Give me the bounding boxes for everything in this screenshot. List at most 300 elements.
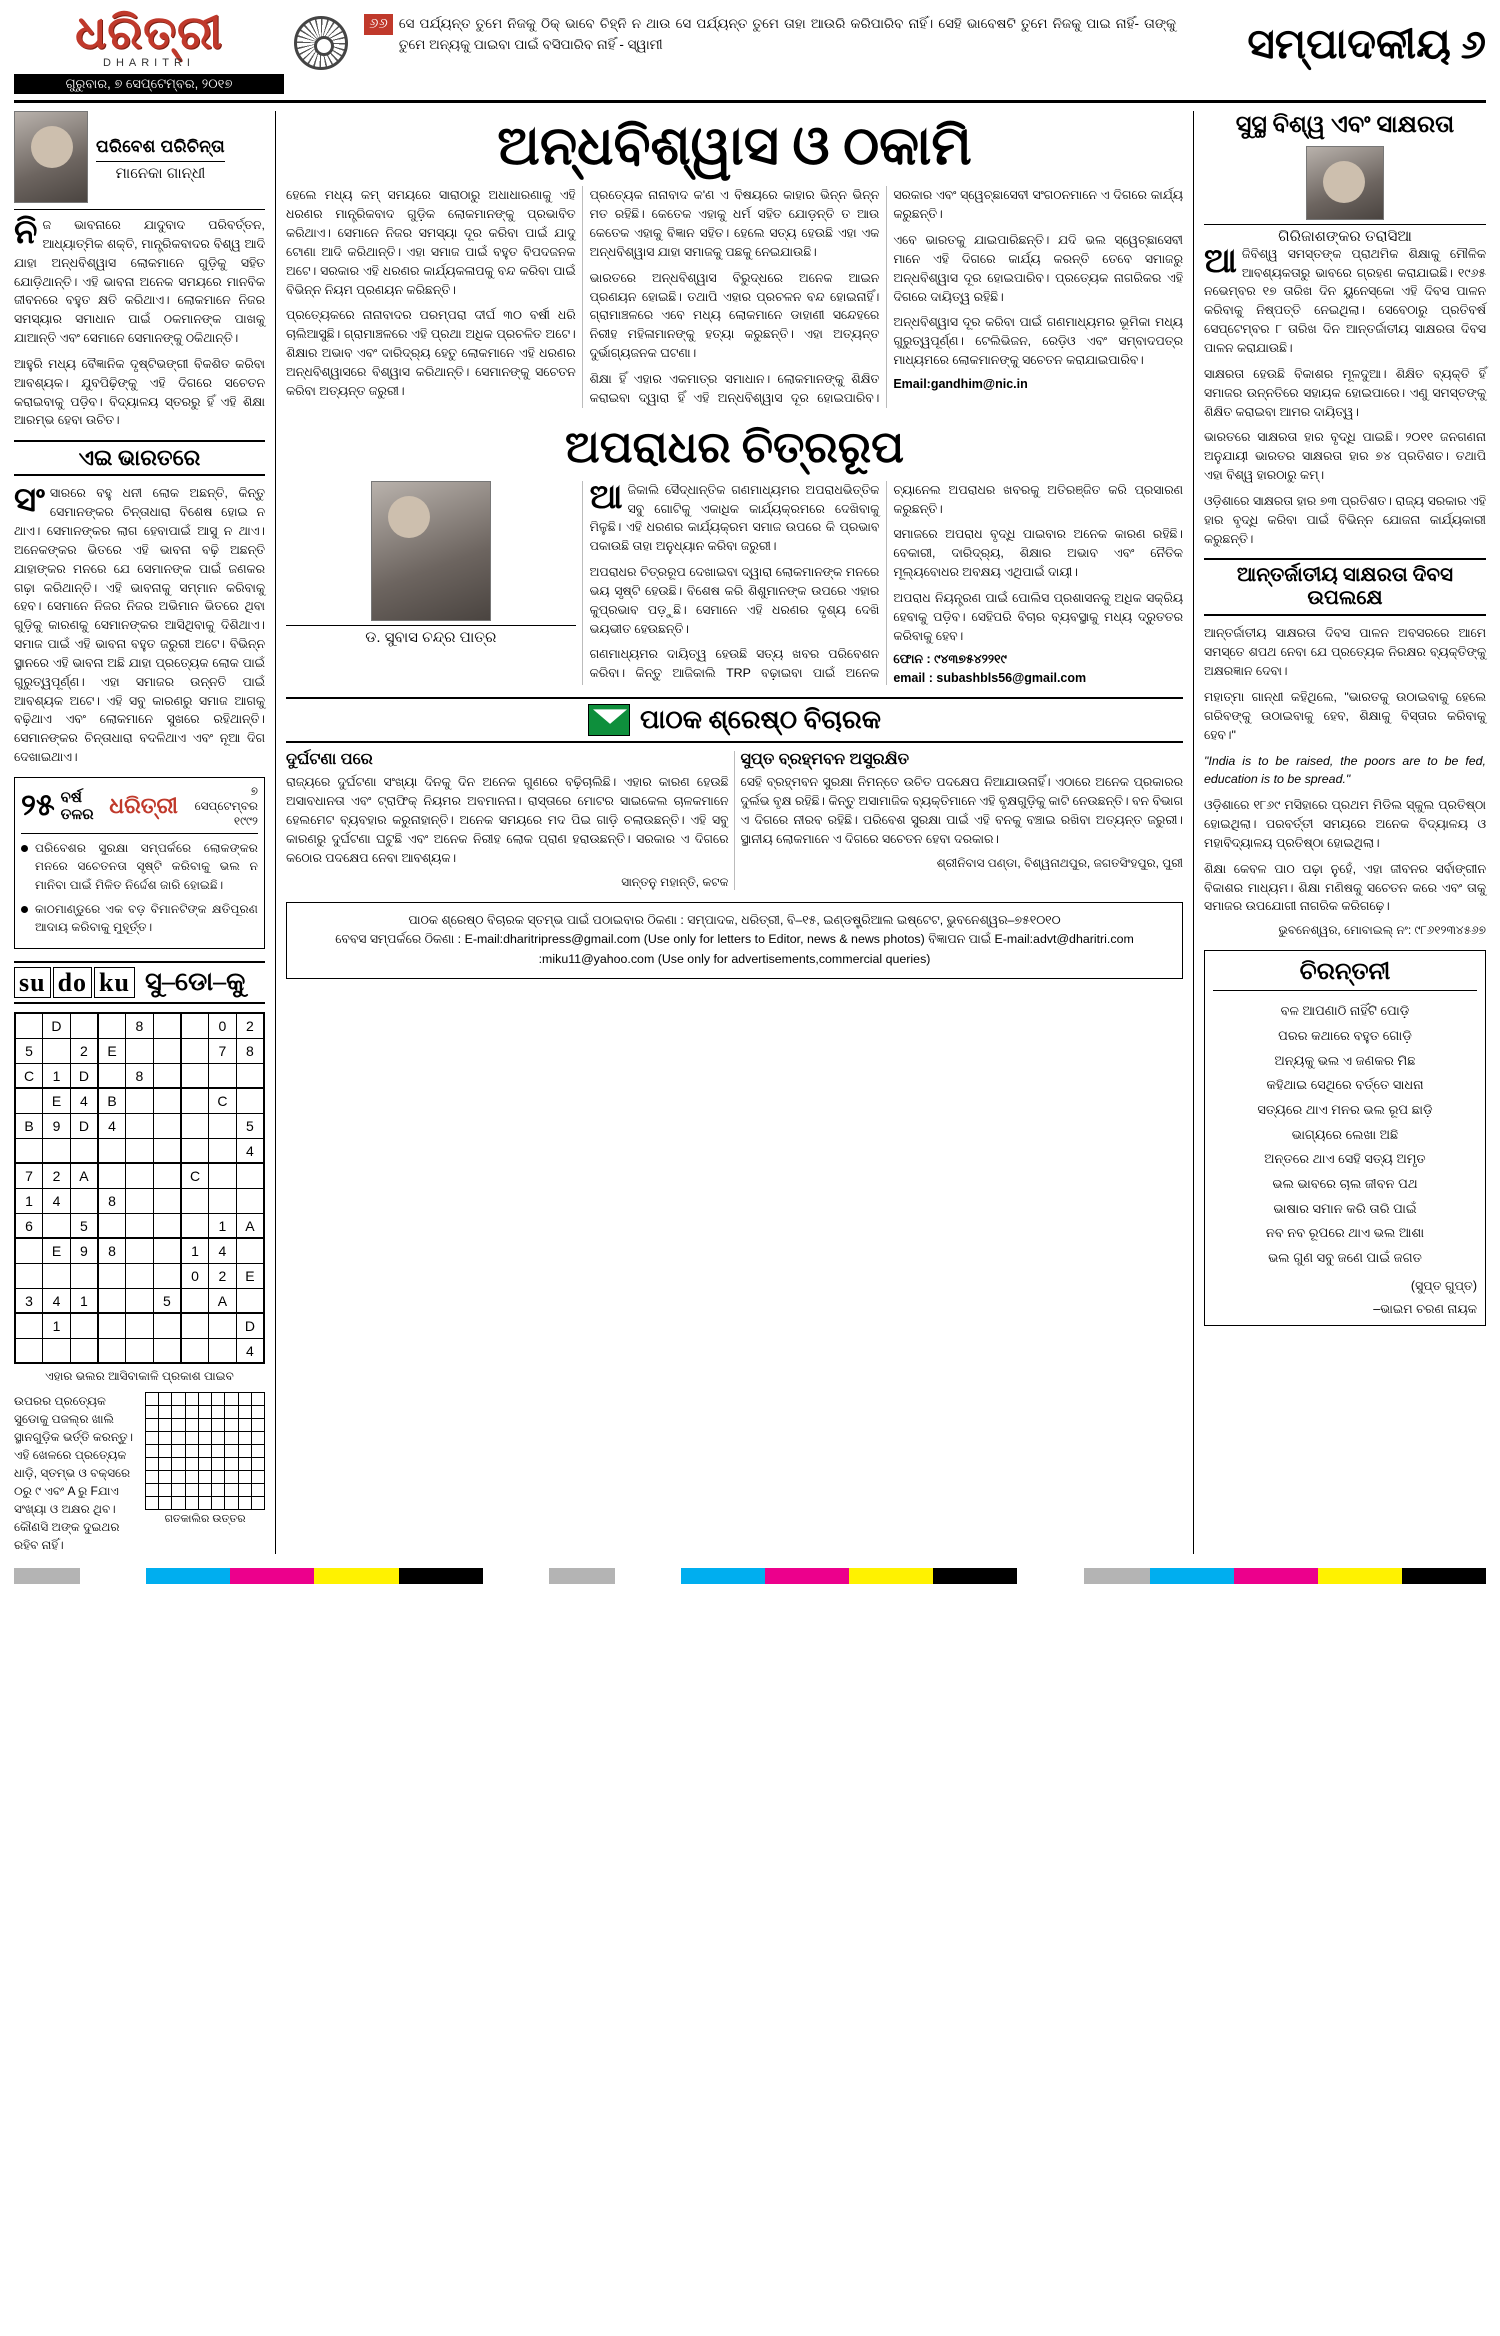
sudoku-cell[interactable]: E xyxy=(98,1038,126,1063)
sudoku-cell[interactable] xyxy=(153,1188,181,1213)
author-meta xyxy=(96,111,225,182)
registration-cyan xyxy=(146,1568,230,1584)
sudoku-cell[interactable] xyxy=(98,1263,126,1288)
sudoku-cell[interactable] xyxy=(153,1063,181,1088)
sudoku-answer-cell xyxy=(238,1471,251,1484)
sudoku-answer-row xyxy=(146,1497,265,1510)
masthead-quote xyxy=(364,10,1186,94)
chirantani-line: ଭାଗ୍ୟରେ ଲେଖା ଅଛି xyxy=(1291,1126,1399,1142)
sudoku-cell[interactable] xyxy=(70,1338,98,1363)
registration-white xyxy=(615,1568,681,1584)
sudoku-answer-row xyxy=(146,1419,265,1432)
sudoku-cell[interactable]: 5 xyxy=(15,1038,43,1063)
sudoku-cell[interactable] xyxy=(209,1163,237,1188)
sudoku-cell[interactable] xyxy=(126,1288,154,1313)
chirantani-lines xyxy=(1213,999,1477,1271)
letters-section-header xyxy=(286,697,1183,743)
sudoku-cell[interactable] xyxy=(181,1038,209,1063)
letter-item xyxy=(741,751,1184,870)
letters-body xyxy=(286,751,1183,889)
sudoku-cell[interactable] xyxy=(153,1138,181,1163)
sudoku-cell[interactable]: 1 xyxy=(43,1313,71,1338)
chirantani-line: ଭାଷାର ସମାନ କରି ତାରି ପାଇଁ xyxy=(1273,1200,1417,1216)
registration-black xyxy=(1402,1568,1486,1584)
sudoku-answer-cell xyxy=(198,1445,211,1458)
article-paragraph: ଗଣମାଧ୍ୟମର ଦାୟିତ୍ୱ ହେଉଛି ସତ୍ୟ ଖବର ପରିବେଶନ କରିବା। କିନ୍ତୁ ଆଜିକାଲି TRP ବଢ଼ାଇବା ପାଇଁ ଅନେକ ଚ୍ୟାନେଲ ଅପରାଧର ଖବରକୁ ଅତିରଞ୍ଜିତ କରି ପ୍ରସାରଣ କରୁଛନ୍ତି। xyxy=(589,482,1183,681)
author-name: ମାନେକା ଗାନ୍ଧୀ xyxy=(96,161,225,182)
sudoku-answer-cell xyxy=(198,1432,211,1445)
english-quote: "India is to be raised, the poors are to be fed, education is to be spread." xyxy=(1204,753,1486,787)
sudoku-cell[interactable] xyxy=(236,1238,264,1263)
sudoku-row xyxy=(15,1163,264,1188)
sudoku-cell[interactable] xyxy=(181,1113,209,1138)
registration-black xyxy=(933,1568,1017,1584)
letter-signature: ଶ୍ରୀନିବାସ ପଣ୍ଡା, ବିଶ୍ୱନାଥପୁର, ଜଗତସିଂହପୁର, ପୁରୀ xyxy=(936,855,1183,870)
sudoku-cell[interactable] xyxy=(98,1063,126,1088)
article-paragraph: ଆଜିକାଲି ସୈଦ୍ଧାନ୍ତିକ ଗଣମାଧ୍ୟମର ଅପରାଧଭିତ୍ତିକ ସବୁ ଗୋଟିକୁ ଏକାଧିକ କାର୍ଯ୍ୟକ୍ରମରେ ଦେଖିବାକୁ ମିଳୁଛି। ଏହି ଧରଣର କାର୍ଯ୍ୟକ୍ରମ ସମାଜ ଉପରେ କି ପ୍ରଭାବ ପକାଉଛି ତାହା ଅନୁଧ୍ୟାନ କରିବା ଜରୁରୀ। xyxy=(589,478,880,554)
column-name: ପରିବେଶ ପରିଚିନ୍ତା xyxy=(96,137,226,156)
sudoku-answer-cell xyxy=(172,1471,185,1484)
sudoku-cell[interactable]: 8 xyxy=(126,1063,154,1088)
article-paragraph: ଅପରାଧ ନିୟନ୍ତ୍ରଣ ପାଇଁ ପୋଲିସ ପ୍ରଶାସନକୁ ଅଧିକ ସକ୍ରିୟ ହେବାକୁ ପଡ଼ିବ। ସେହିପରି ବିଚାର ବ୍ୟବସ୍ଥାକୁ ମଧ୍ୟ ଦ୍ରୁତତର କରିବାକୁ ହେବ। xyxy=(893,590,1183,643)
contact-info-box xyxy=(286,902,1183,980)
sudoku-cell[interactable] xyxy=(98,1313,126,1338)
sudoku-row xyxy=(15,1063,264,1088)
sudoku-cell[interactable] xyxy=(98,1163,126,1188)
sudoku-cell[interactable] xyxy=(209,1138,237,1163)
sudoku-cell[interactable]: E xyxy=(43,1088,71,1113)
sudoku-cell[interactable]: C xyxy=(181,1163,209,1188)
sudoku-cell[interactable]: E xyxy=(236,1263,264,1288)
sudoku-cell[interactable]: B xyxy=(15,1113,43,1138)
sudoku-answer-cell xyxy=(198,1471,211,1484)
sudoku-answer-cell xyxy=(185,1393,198,1406)
sudoku-cell[interactable]: 1 xyxy=(43,1063,71,1088)
sudoku-answer-row xyxy=(146,1393,265,1406)
sudoku-cell[interactable] xyxy=(181,1288,209,1313)
sudoku-su: su xyxy=(14,967,51,998)
letter-body: ସେହି ବ୍ରହ୍ମବନ ସୁରକ୍ଷା ନିମନ୍ତେ ଉଚିତ ପଦକ୍ଷେପ ନିଆଯାଉନାହିଁ। ଏଠାରେ ଅନେକ ପ୍ରକାରର ଦୁର୍ଲଭ ବୃକ୍ଷ ରହିଛି। କିନ୍ତୁ ଅସାମାଜିକ ବ୍ୟକ୍ତିମାନେ ଏହି ବୃକ୍ଷଗୁଡ଼ିକୁ କାଟି ନେଉଛନ୍ତି। ବନ ବିଭାଗ ଏ ଦିଗରେ ନୀରବ ରହିଛି। ପରିବେଶ ସୁରକ୍ଷା ପାଇଁ ଏହି ବନକୁ ବଞ୍ଚାଇ ରଖିବା ଅତ୍ୟନ୍ତ ଜରୁରୀ। ସ୍ଥାନୀୟ ଲୋକମାନେ ଏ ଦିଗରେ ସଚେତନ ହେବା ଦରକାର। xyxy=(740,775,1183,846)
sudoku-cell[interactable] xyxy=(126,1163,154,1188)
sudoku-cell[interactable] xyxy=(126,1313,154,1338)
sudoku-cell[interactable] xyxy=(43,1138,71,1163)
sudoku-answer-cell xyxy=(212,1432,225,1445)
sudoku-cell[interactable] xyxy=(209,1188,237,1213)
author-name: ଗିରିଜାଶଙ୍କର ତରାସିଆ xyxy=(1204,224,1486,245)
sudoku-answer-cell xyxy=(225,1484,238,1497)
sudoku-cell[interactable]: 4 xyxy=(209,1238,237,1263)
article-paragraph: ଅନ୍ଧବିଶ୍ୱାସ ଦୂର କରିବା ପାଇଁ ଗଣମାଧ୍ୟମର ଭୂମିକା ମଧ୍ୟ ଗୁରୁତ୍ୱପୂର୍ଣ୍ଣ। ଟେଲିଭିଜନ, ରେଡ଼ିଓ ଏବଂ ସମ୍ବାଦପତ୍ର ମାଧ୍ୟମରେ ଲୋକମାନଙ୍କୁ ସଚେତନ କରାଯାଇପାରିବ। xyxy=(893,315,1183,368)
years-item: ପରିବେଶର ସୁରକ୍ଷା ସମ୍ପର୍କରେ ଲୋକଙ୍କର ମନରେ ସଚେତନତା ସୃଷ୍ଟି କରିବାକୁ ଭଲ ନ ମାନିବା ପାଇଁ ମିଳିତ ନିର୍ଦ୍ଦେଶ ଜାରି ହୋଇଛି। xyxy=(21,839,258,894)
sudoku-answer-cell xyxy=(146,1471,159,1484)
sudoku-answer-cell xyxy=(172,1445,185,1458)
sudoku-cell[interactable] xyxy=(153,1038,181,1063)
registration-black xyxy=(399,1568,483,1584)
sudoku-answer-cell xyxy=(146,1458,159,1471)
article-paragraph: ମହାତ୍ମା ଗାନ୍ଧୀ କହିଥିଲେ, "ଭାରତକୁ ଉଠାଇବାକୁ ହେଲେ ଗରିବଙ୍କୁ ଉଠାଇବାକୁ ହେବ, ଶିକ୍ଷାକୁ ବିସ୍ତାର କରିବାକୁ ହେବ।" xyxy=(1204,689,1486,742)
article-paragraph: ଅପରାଧର ଚିତ୍ରରୂପ ଦେଖାଇବା ଦ୍ୱାରା ଲୋକମାନଙ୍କ ମନରେ ଭୟ ସୃଷ୍ଟି ହେଉଛି। ବିଶେଷ କରି ଶିଶୁମାନଙ୍କ ଉପରେ ଏହାର କୁପ୍ରଭାବ ପଡ଼ୁଛି। ସେମାନେ ଏହି ଧରଣର ଦୃଶ୍ୟ ଦେଖି ଭୟଭୀତ ହେଉଛନ୍ତି। xyxy=(589,565,880,636)
sudoku-cell[interactable] xyxy=(98,1138,126,1163)
years-number: ୨୫ xyxy=(21,789,55,823)
registration-white xyxy=(483,1568,549,1584)
sudoku-cell[interactable] xyxy=(43,1263,71,1288)
sudoku-answer-cell xyxy=(238,1419,251,1432)
article-paragraph: ପ୍ରତ୍ୟେକରେ ନାନାବାଦର ପରମ୍ପରା ଦୀର୍ଘ ୩୦ ବର୍ଷୀ ଧରି ଚାଲିଆସୁଛି। ଗ୍ରାମାଞ୍ଚଳରେ ଏହି ପ୍ରଥା ଅଧିକ ପ୍ରଚଳିତ ଅଟେ। ଶିକ୍ଷାର ଅଭାବ ଏବଂ ଦାରିଦ୍ର୍ୟ ହେତୁ ଲୋକମାନେ ଏହି ଧରଣର ଅନ୍ଧବିଶ୍ୱାସରେ ବିଶ୍ୱାସ କରିଥାନ୍ତି। ସେମାନଙ୍କୁ ସଚେତନ କରିବା ଅତ୍ୟନ୍ତ ଜରୁରୀ। xyxy=(286,308,576,398)
sudoku-answer-cell xyxy=(212,1458,225,1471)
sudoku-answer-cell xyxy=(238,1497,251,1510)
sudoku-cell[interactable]: 8 xyxy=(126,1013,154,1038)
sudoku-answer-cell xyxy=(146,1406,159,1419)
sudoku-cell[interactable] xyxy=(70,1313,98,1338)
sudoku-answer-cell xyxy=(251,1445,264,1458)
right-footer-line: ଭୁବନେଶ୍ୱର, ମୋବାଇଲ୍ ନଂ: ୯୮୬୧୨୩୪୫୬୭ xyxy=(1278,923,1486,938)
sudoku-answer-cell xyxy=(212,1471,225,1484)
article-paragraph: ପ୍ରତ୍ୟେକ ନାନାବାଦ କ'ଣ ଏ ବିଷୟରେ କାହାର ଭିନ୍ନ ଭିନ୍ନ ମତ ରହିଛି। କେତେକ ଏହାକୁ ଧର୍ମ ସହିତ ଯୋଡ଼ନ୍ତି ତ ଆଉ କେତେକ ଏହାକୁ ବିଜ୍ଞାନ ସହିତ। ହେଲେ ସତ୍ୟ ହେଉଛି ଏହା ଏକ ଅନ୍ଧବିଶ୍ୱାସ ଯାହା ସମାଜକୁ ପଛକୁ ନେଇଯାଉଛି। xyxy=(589,188,880,259)
sudoku-cell[interactable] xyxy=(181,1313,209,1338)
sudoku-cell[interactable]: 5 xyxy=(236,1113,264,1138)
sudoku-cell[interactable] xyxy=(181,1063,209,1088)
sudoku-cell[interactable] xyxy=(126,1238,154,1263)
sudoku-answer-grid xyxy=(145,1392,265,1554)
author-byline-maneka xyxy=(14,111,265,203)
sudoku-cell[interactable] xyxy=(181,1088,209,1113)
sudoku-cell[interactable] xyxy=(43,1038,71,1063)
chirantani-box xyxy=(1204,950,1486,1326)
sudoku-cell[interactable] xyxy=(43,1213,71,1238)
chirantani-line: କହିଥାଇ ସେଥିରେ ବର୍ତ୍ତେ ସାଧନା xyxy=(1266,1077,1424,1093)
sudoku-answer-cell xyxy=(238,1445,251,1458)
sudoku-answer-cell xyxy=(251,1419,264,1432)
sudoku-cell[interactable] xyxy=(15,1238,43,1263)
sudoku-answer-cell xyxy=(146,1484,159,1497)
sudoku-cell[interactable]: 4 xyxy=(43,1188,71,1213)
newspaper-logo xyxy=(14,7,284,94)
sudoku-cell[interactable] xyxy=(126,1038,154,1063)
author-byline-subhas xyxy=(286,481,576,646)
registration-yellow xyxy=(1318,1568,1402,1584)
article-paragraph: ଭାରତରେ ଅନ୍ଧବିଶ୍ୱାସ ବିରୁଦ୍ଧରେ ଅନେକ ଆଇନ ପ୍ରଣୟନ ହୋଇଛି। ତଥାପି ଏହାର ପ୍ରଚଳନ ବନ୍ଦ ହୋଇନାହିଁ। ଗ୍ରାମାଞ୍ଚଳରେ ଏବେ ମଧ୍ୟ ଲୋକମାନେ ଡାହାଣୀ ସନ୍ଦେହରେ ନିରୀହ ମହିଳାମାନଙ୍କୁ ହତ୍ୟା କରୁଛନ୍ତି। ଏହା ଅତ୍ୟନ୍ତ ଦୁର୍ଭାଗ୍ୟଜନକ ଘଟଣା। xyxy=(589,270,880,361)
sudoku-cell[interactable] xyxy=(98,1213,126,1238)
sudoku-cell[interactable] xyxy=(126,1263,154,1288)
article-paragraph: ଓଡ଼ିଶାରେ ୧୮୬୯ ମସିହାରେ ପ୍ରଥମ ମିଡିଲ ସ୍କୁଲ ପ୍ରତିଷ୍ଠା ହୋଇଥିଲା। ପରବର୍ତ୍ତୀ ସମୟରେ ଅନେକ ବିଦ୍ୟାଳୟ ଓ ମହାବିଦ୍ୟାଳୟ ପ୍ରତିଷ୍ଠା ହୋଇଥିଲା। xyxy=(1204,798,1486,850)
sudoku-cell[interactable] xyxy=(126,1188,154,1213)
sudoku-cell[interactable] xyxy=(153,1163,181,1188)
sudoku-footer xyxy=(14,1392,265,1554)
contact-line: ପାଠକ ଶ୍ରେଷ୍ଠ ବିଚାରକ ସ୍ତମ୍ଭ ପାଇଁ ପଠାଇବାର ଠିକଣା : ସମ୍ପାଦକ, ଧରିତ୍ରୀ, ବି–୧୫, ଇଣ୍ଡଷ୍ଟ୍ରିଆଲ ଇଷ୍ଟେଟ, ଭୁବନେଶ୍ୱର–୭୫୧୦୧୦ xyxy=(408,912,1061,927)
chirantani-line: ନବ ନବ ରୂପରେ ଥାଏ ଭଲ ଆଶା xyxy=(1265,1225,1425,1241)
logo-odia-text: ଧରିତ୍ରୀ xyxy=(75,7,223,58)
sudoku-cell[interactable] xyxy=(126,1088,154,1113)
sudoku-row xyxy=(15,1263,264,1288)
sudoku-cell[interactable]: A xyxy=(70,1163,98,1188)
page-columns xyxy=(14,111,1486,1554)
registration-white xyxy=(80,1568,146,1584)
sudoku-cell[interactable] xyxy=(126,1113,154,1138)
sudoku-answer-row xyxy=(146,1471,265,1484)
sudoku-answer-cell xyxy=(238,1393,251,1406)
sudoku-row xyxy=(15,1213,264,1238)
sudoku-cell[interactable]: 4 xyxy=(70,1088,98,1113)
sudoku-answer-cell xyxy=(172,1432,185,1445)
sudoku-row xyxy=(15,1138,264,1163)
section-name: ସମ୍ପାଦକୀୟ xyxy=(1247,22,1451,68)
sudoku-answer-cell xyxy=(225,1445,238,1458)
sudoku-cell[interactable] xyxy=(236,1088,264,1113)
letter-title: ସୁପ୍ତ ବ୍ରହ୍ମବନ ଅସୁରକ୍ଷିତ xyxy=(740,751,909,769)
sudoku-cell[interactable] xyxy=(153,1213,181,1238)
author-byline-girija xyxy=(1204,146,1486,245)
letter-body: ରାଜ୍ୟରେ ଦୁର୍ଘଟଣା ସଂଖ୍ୟା ଦିନକୁ ଦିନ ଅନେକ ଗୁଣରେ ବଢ଼ିଚାଲିଛି। ଏହାର କାରଣ ହେଉଛି ଅସାବଧାନତା ଏବଂ ଟ୍ରାଫିକ୍ ନିୟମର ଅବମାନନା। ରାସ୍ତାରେ ମୋଟର ସାଇକେଲ ଚାଳକମାନେ ହେଲମେଟ ବ୍ୟବହାର କରୁନାହାନ୍ତି। ଅନେକ ସମୟରେ ମଦ ପିଇ ଗାଡ଼ି ଚଲାଉଛନ୍ତି। ଏହି ସବୁ କାରଣରୁ ଦୁର୍ଘଟଣା ଘଟୁଛି ଏବଂ ଅନେକ ନିରୀହ ଲୋକ ପ୍ରାଣ ହରାଉଛନ୍ତି। ସରକାର ଏ ଦିଗରେ କଠୋର ପଦକ୍ଷେପ ନେବା ଆବଶ୍ୟକ। xyxy=(286,775,729,865)
sudoku-cell[interactable]: C xyxy=(209,1088,237,1113)
sudoku-cell[interactable]: 1 xyxy=(70,1288,98,1313)
sudoku-answer-caption: ଗତକାଲିର ଉତ୍ତର xyxy=(164,1513,246,1526)
sudoku-cell[interactable] xyxy=(126,1213,154,1238)
sudoku-answer-cell xyxy=(146,1432,159,1445)
article-paragraph: ଭାରତରେ ସାକ୍ଷରତା ହାର ବୃଦ୍ଧି ପାଇଛି। ୨୦୧୧ ଜନଗଣନା ଅନୁଯାୟୀ ଭାରତର ସାକ୍ଷରତା ହାର ୭୪ ପ୍ରତିଶତ। ତଥାପି ଏହା ବିଶ୍ୱ ହାରଠାରୁ କମ୍। xyxy=(1204,430,1486,483)
sudoku-cell[interactable]: 8 xyxy=(98,1188,126,1213)
sudoku-cell[interactable] xyxy=(181,1138,209,1163)
sudoku-cell[interactable]: 6 xyxy=(15,1213,43,1238)
sudoku-cell[interactable]: 9 xyxy=(43,1113,71,1138)
article-paragraph: ଆନ୍ତର୍ଜାତୀୟ ସାକ୍ଷରତା ଦିବସ ପାଳନ ଅବସରରେ ଆମେ ସମସ୍ତେ ଶପଥ ନେବା ଯେ ପ୍ରତ୍ୟେକ ନିରକ୍ଷର ବ୍ୟକ୍ତିଙ୍କୁ ଅକ୍ଷରଜ୍ଞାନ ଦେବା। xyxy=(1204,626,1486,679)
sudoku-answer-cell xyxy=(159,1432,172,1445)
sudoku-cell[interactable] xyxy=(15,1013,43,1038)
sudoku-cell[interactable]: D xyxy=(236,1313,264,1338)
sudoku-answer-cell xyxy=(172,1406,185,1419)
sudoku-cell[interactable]: E xyxy=(43,1238,71,1263)
sudoku-answer-cell xyxy=(185,1497,198,1510)
sudoku-cell[interactable]: 5 xyxy=(153,1288,181,1313)
sudoku-cell[interactable]: 1 xyxy=(209,1213,237,1238)
registration-gray xyxy=(549,1568,615,1584)
letter-signature: ସାନ୍ତନୁ ମହାନ୍ତି, କଟକ xyxy=(621,874,729,889)
sudoku-cell[interactable] xyxy=(70,1263,98,1288)
sudoku-cell[interactable] xyxy=(209,1113,237,1138)
sudoku-answer-cell xyxy=(172,1458,185,1471)
sudoku-answer-cell xyxy=(251,1484,264,1497)
masthead xyxy=(14,7,1486,103)
sudoku-row xyxy=(15,1113,264,1138)
sudoku-answer-row xyxy=(146,1432,265,1445)
sudoku-cell[interactable]: 3 xyxy=(15,1288,43,1313)
sudoku-cell[interactable]: 8 xyxy=(98,1238,126,1263)
registration-magenta xyxy=(230,1568,314,1584)
sudoku-cell[interactable] xyxy=(209,1313,237,1338)
sudoku-cell[interactable] xyxy=(181,1213,209,1238)
author-email[interactable]: Email:gandhim@nic.in xyxy=(893,376,1028,391)
sudoku-answer-cell xyxy=(198,1393,211,1406)
secondary-headline: ଅପରାଧର ଚିତ୍ରରୂପ xyxy=(564,422,905,472)
sudoku-cell[interactable]: 2 xyxy=(209,1263,237,1288)
sudoku-cell[interactable]: 4 xyxy=(43,1288,71,1313)
letters-section-title: ପାଠକ ଶ୍ରେଷ୍ଠ ବିଚାରକ xyxy=(640,704,881,734)
sudoku-cell[interactable] xyxy=(153,1263,181,1288)
author-photo xyxy=(14,111,88,203)
sudoku-ku: ku xyxy=(94,967,135,998)
sudoku-answer-cell xyxy=(159,1484,172,1497)
sudoku-answer-cell xyxy=(212,1406,225,1419)
sudoku-answer-cell xyxy=(159,1393,172,1406)
sudoku-cell[interactable] xyxy=(209,1063,237,1088)
sudoku-cell[interactable]: B xyxy=(98,1088,126,1113)
sudoku-cell[interactable]: 2 xyxy=(70,1038,98,1063)
author-email[interactable]: email : subashbls56@gmail.com xyxy=(893,671,1087,686)
sudoku-cell[interactable] xyxy=(153,1338,181,1363)
sudoku-answer-cell xyxy=(146,1419,159,1432)
sudoku-cell[interactable]: A xyxy=(236,1213,264,1238)
sudoku-answer-cell xyxy=(198,1497,211,1510)
chirantani-line: ପରର କଥାରେ ବହୁତ ଗୋଡ଼ି xyxy=(1278,1027,1412,1043)
sudoku-cell[interactable]: 1 xyxy=(15,1188,43,1213)
chirantani-line: ବଳ ଆପଣାଠି ନାହିଁଟି ପୋଡ଼ି xyxy=(1280,1003,1410,1019)
sudoku-cell[interactable] xyxy=(236,1288,264,1313)
sudoku-logo xyxy=(14,968,137,998)
sudoku-row xyxy=(15,1313,264,1338)
right-headline: ସୁସ୍ଥ ବିଶ୍ୱ ଏବଂ ସାକ୍ଷରତା xyxy=(1235,112,1455,138)
sudoku-cell[interactable]: 4 xyxy=(236,1138,264,1163)
sudoku-cell[interactable] xyxy=(98,1338,126,1363)
sudoku-cell[interactable] xyxy=(236,1063,264,1088)
sudoku-answer-cell xyxy=(146,1393,159,1406)
sudoku-answer-row xyxy=(146,1484,265,1497)
sudoku-cell[interactable]: 2 xyxy=(236,1013,264,1038)
chirantani-line: ଅନ୍ୟକୁ ଭଲ ଏ ଜଣକର ମିଛ xyxy=(1274,1052,1416,1068)
sudoku-answer-cell xyxy=(159,1406,172,1419)
sudoku-answer-cell xyxy=(251,1497,264,1510)
chirantani-line: ସତ୍ୟରେ ଥାଏ ମନର ଭଲ ରୂପ ଛାଡ଼ି xyxy=(1257,1102,1433,1118)
years-item: କାଠମାଣ୍ଡୁରେ ଏକ ବଡ଼ ବିମାନଟିଙ୍କ କ୍ଷତିପୂରଣ ଆଦାୟ କରିବାକୁ ମୁହୂର୍ତ୍ତ। xyxy=(21,900,258,937)
sudoku-cell[interactable] xyxy=(15,1138,43,1163)
quote-text: ସେ ପର୍ଯ୍ୟନ୍ତ ତୁମେ ନିଜକୁ ଠିକ୍ ଭାବେ ଚିହ୍ନି ନ ଥାଉ ସେ ପର୍ଯ୍ୟନ୍ତ ତୁମେ ତାହା ଆଉରି କରିପାରିବ ନାହିଁ। ସେହି ଭାବେଷଟି ତୁମେ ନିଜକୁ ପାଇ ନାହିଁ- ତାଙ୍କୁ ତୁମେ ଅନ୍ୟକୁ ପାଇବା ପାଇଁ ବସିପାରିବ ନାହିଁ - ସ୍ୱାମୀ xyxy=(398,16,1176,52)
sudoku-cell[interactable] xyxy=(126,1338,154,1363)
main-headline: ଅନ୍ଧବିଶ୍ୱାସ ଓ ଠକାମି xyxy=(497,116,972,176)
sudoku-cell[interactable]: 1 xyxy=(181,1238,209,1263)
sudoku-cell[interactable]: D xyxy=(70,1063,98,1088)
sudoku-caption: ଏହାର ଭଲର ଆସିବାକାଳି ପ୍ରକାଶ ପାଇବ xyxy=(45,1369,234,1384)
sudoku-cell[interactable]: 4 xyxy=(236,1338,264,1363)
sudoku-answer-cell xyxy=(185,1484,198,1497)
chirantani-line: ଭଲ ଭାବରେ ଚାଲ ଜୀବନ ପଥ xyxy=(1272,1176,1418,1192)
sudoku-cell[interactable] xyxy=(153,1113,181,1138)
sudoku-cell[interactable] xyxy=(236,1163,264,1188)
logo-roman-text: DHARITRI xyxy=(103,57,195,69)
sudoku-row xyxy=(15,1288,264,1313)
sudoku-cell[interactable]: 0 xyxy=(209,1013,237,1038)
sudoku-row xyxy=(15,1188,264,1213)
sudoku-cell[interactable] xyxy=(15,1088,43,1113)
sudoku-cell[interactable]: A xyxy=(209,1288,237,1313)
sudoku-answer-cell xyxy=(198,1458,211,1471)
sudoku-cell[interactable] xyxy=(181,1338,209,1363)
sudoku-answer-cell xyxy=(225,1458,238,1471)
sudoku-answer-cell xyxy=(251,1458,264,1471)
sudoku-cell[interactable] xyxy=(181,1013,209,1038)
sudoku-cell[interactable] xyxy=(15,1338,43,1363)
article-paragraph: ଏବେ ଭାରତକୁ ଯାଇପାରିଛନ୍ତି। ଯଦି ଭଲ ସ୍ୱେଚ୍ଛାସେବୀ ମାନେ ଏହି ଦିଗରେ କାର୍ଯ୍ୟ କରନ୍ତି ତେବେ ସମାଜରୁ ଅନ୍ଧବିଶ୍ୱାସ ଦୂର ହୋଇପାରିବ। ପ୍ରତ୍ୟେକ ନାଗରିକର ଏହି ଦିଗରେ ଦାୟିତ୍ୱ ରହିଛି। xyxy=(893,233,1183,304)
sudoku-cell[interactable] xyxy=(43,1338,71,1363)
sudoku-cell[interactable] xyxy=(70,1013,98,1038)
sudoku-cell[interactable] xyxy=(70,1138,98,1163)
sudoku-answer-cell xyxy=(225,1393,238,1406)
india-article-body: ସଂସାରରେ ବହୁ ଧନୀ ଲୋକ ଅଛନ୍ତି, କିନ୍ତୁ ସେମାନଙ୍କର ଚିନ୍ତାଧାରା ବିଶେଷ ହୋଇ ନ ଥାଏ। ସେମାନଙ୍କର ଲାଗ ହେବାପାଇଁ ଆସୁ ନ ଥାଏ। ଅନେକଙ୍କର ଭିତରେ ଏହି ଭାବନା ବଢ଼ି ଅଛନ୍ତି ଯାହାଙ୍କର ମନରେ ଯେ ସେମାନଙ୍କ ପାଇଁ ଜଣକର ଗଢ଼ା କରିଥାନ୍ତି। ଏହି ଭାବନାକୁ ସମ୍ମାନ କରିବାକୁ ହେବ। ସେମାନେ ନିଜର ନିଜର ଅଭିମାନ ଭିତରେ ଥିବା ଗୁଡ଼ିକୁ କାରଣକୁ ସେମାନଙ୍କର ଆସିଥିବାକୁ ଦିଶିଥାଏ। ସମାଜ ପାଇଁ ଏହି ଭାବନା ବହୁତ ଜରୁରୀ ଅଟେ। ବିଭିନ୍ନ ସ୍ଥାନରେ ଏହି ଭାବନା ଅଛି ଯାହା ପ୍ରତ୍ୟେକ ଲୋକ ପାଇଁ ଗୁରୁତ୍ୱପୂର୍ଣ୍ଣ। ଏହା ସମାଜର ଉନ୍ନତି ପାଇଁ ଆବଶ୍ୟକ ଅଟେ। ଏହି ସବୁ କାରଣରୁ ସମାଜ ଆଗକୁ ବଢ଼ିଥାଏ ଏବଂ ଲୋକମାନେ ସୁଖରେ ରହିଥାନ୍ତି। ସେମାନଙ୍କର ଚିନ୍ତାଧାରା ବଦଳିଥାଏ ଏବଂ ନୂଆ ଦିଗ ଦେଖାଇଥାଏ। xyxy=(14,482,265,765)
chirantani-author: –ଭାଇମ ଚରଣ ନାୟକ xyxy=(1373,1301,1477,1316)
sudoku-answer-cell xyxy=(212,1497,225,1510)
author-phone: ଫୋନ : ୯୪୩୭୫୪୨୨୧୯ xyxy=(893,652,1007,667)
article-paragraph: ନିଜ ଭାବନାରେ ଯାଦୁବାଦ ପରିବର୍ତ୍ତନ, ଆଧ୍ୟାତ୍ମିକ ଶକ୍ତି, ମାନ୍ତ୍ରିକବାଦର ବିଶ୍ୱ ଆଦି ଯାହା ଅନ୍ଧବିଶ୍ୱାସ ଲୋକମାନେ ଗୁଡ଼ିକୁ ସହିତ ଯୋଡ଼ିଥାନ୍ତି। ଏହି ଭାବନା ଅନେକ ସମୟରେ ମାନବିକ ଜୀବନରେ ବହୁତ କ୍ଷତି କରିଥାଏ। ଲୋକମାନେ ନିଜର ସମସ୍ୟାର ସମାଧାନ ପାଇଁ ଠକମାନଙ୍କ ପାଖକୁ ଯାଆନ୍ତି ଏବଂ ସେମାନେ ସେମାନଙ୍କୁ ଠକିଥାନ୍ତି। xyxy=(14,214,265,346)
sudoku-cell[interactable]: 9 xyxy=(70,1238,98,1263)
sudoku-cell[interactable] xyxy=(15,1263,43,1288)
sudoku-cell[interactable] xyxy=(15,1313,43,1338)
sudoku-cell[interactable]: 8 xyxy=(236,1038,264,1063)
sudoku-row xyxy=(15,1338,264,1363)
sudoku-answer-cell xyxy=(212,1393,225,1406)
sudoku-cell[interactable] xyxy=(181,1188,209,1213)
sudoku-answer-cell xyxy=(225,1406,238,1419)
sudoku-cell[interactable]: D xyxy=(43,1013,71,1038)
sudoku-cell[interactable] xyxy=(153,1313,181,1338)
sudoku-cell[interactable] xyxy=(209,1338,237,1363)
sudoku-cell[interactable]: 7 xyxy=(15,1163,43,1188)
sudoku-answer-cell xyxy=(185,1419,198,1432)
sudoku-answer-cell xyxy=(159,1419,172,1432)
sudoku-cell[interactable] xyxy=(98,1013,126,1038)
sudoku-grid[interactable] xyxy=(14,1012,265,1364)
right-subheadline: ଆନ୍ତର୍ଜାତୀୟ ସାକ୍ଷରତା ଦିବସ ଉପଲକ୍ଷେ xyxy=(1204,558,1486,616)
sudoku-answer-cell xyxy=(225,1432,238,1445)
author-name: ଡ. ସୁବାସ ଚନ୍ଦ୍ର ପାତ୍ର xyxy=(286,625,576,646)
sudoku-cell[interactable] xyxy=(153,1088,181,1113)
sudoku-answer-row xyxy=(146,1445,265,1458)
sudoku-title-odia: ସୁ–ଡୋ–କୁ xyxy=(144,967,246,997)
sudoku-cell[interactable] xyxy=(236,1188,264,1213)
page-number: ୬ xyxy=(1460,22,1486,67)
sudoku-answer-cell xyxy=(185,1432,198,1445)
sudoku-row xyxy=(15,1038,264,1063)
chirantani-source: (ସୁପ୍ତ ଗୁପ୍ତ) xyxy=(1410,1278,1477,1293)
sudoku-cell[interactable] xyxy=(98,1288,126,1313)
sudoku-answer-cell xyxy=(225,1497,238,1510)
sudoku-cell[interactable] xyxy=(70,1188,98,1213)
sudoku-row xyxy=(15,1013,264,1038)
sudoku-cell[interactable] xyxy=(153,1238,181,1263)
sudoku-cell[interactable]: 4 xyxy=(98,1113,126,1138)
sudoku-cell[interactable] xyxy=(153,1013,181,1038)
sudoku-row xyxy=(15,1238,264,1263)
sudoku-cell[interactable]: C xyxy=(15,1063,43,1088)
sudoku-cell[interactable]: 7 xyxy=(209,1038,237,1063)
main-article-body xyxy=(286,186,1183,407)
sudoku-answer-row xyxy=(146,1458,265,1471)
contact-line[interactable]: :miku11@yahoo.com (Use only for advertisements,commercial queries) xyxy=(538,952,931,967)
sudoku-answer-cell xyxy=(251,1393,264,1406)
sudoku-cell[interactable]: 5 xyxy=(70,1213,98,1238)
contact-line[interactable]: ବେବସ ସମ୍ପର୍କରେ ଠିକଣା : E-mail:dharitripress@gmail.com (Use only for letters to Editor, news & news photos) ବିଜ୍ଞାପନ ପାଇଁ E-mail:advt@dharitri.com xyxy=(335,932,1134,947)
page-title xyxy=(1186,10,1486,94)
sudoku-answer-cell xyxy=(185,1458,198,1471)
chirantani-title: ଚିରନ୍ତନୀ xyxy=(1213,959,1477,991)
article-paragraph: ଶିକ୍ଷା କେବଳ ପାଠ ପଢ଼ା ନୁହେଁ, ଏହା ଜୀବନର ସର୍ବାଙ୍ଗୀନ ବିକାଶର ମାଧ୍ୟମ। ଶିକ୍ଷା ମଣିଷକୁ ସଚେତନ କରେ ଏବଂ ତାକୁ ସମାଜର ଉପଯୋଗୀ ନାଗରିକ କରିଗଢ଼େ। xyxy=(1204,861,1486,914)
sudoku-cell[interactable]: D xyxy=(70,1113,98,1138)
sudoku-answer-cell xyxy=(212,1419,225,1432)
sudoku-answer-cell xyxy=(198,1419,211,1432)
sudoku-cell[interactable]: 0 xyxy=(181,1263,209,1288)
sudoku-rules: ଉପରର ପ୍ରତ୍ୟେକ ସୁଡୋକୁ ପଜଲ୍‌ର ଖାଲି ସ୍ଥାନଗୁଡ଼ିକ ଭର୍ତ୍ତି କରନ୍ତୁ। ଏହି ଖେଳରେ ପ୍ରତ୍ୟେକ ଧାଡ଼ି, ସ୍ତମ୍ଭ ଓ ବକ୍ସରେ ୦ରୁ ୯ ଏବଂ A ରୁ Fଯାଏ ସଂଖ୍ୟା ଓ ଅକ୍ଷର ଥିବ। କୌଣସି ଅଙ୍କ ଦୁଇଥର ରହିବ ନାହିଁ। xyxy=(14,1394,134,1553)
sudoku-answer-cell xyxy=(172,1393,185,1406)
sudoku-answer-cell xyxy=(251,1471,264,1484)
sudoku-cell[interactable]: 2 xyxy=(43,1163,71,1188)
sudoku-answer-cell xyxy=(238,1406,251,1419)
sudoku-cell[interactable] xyxy=(126,1138,154,1163)
